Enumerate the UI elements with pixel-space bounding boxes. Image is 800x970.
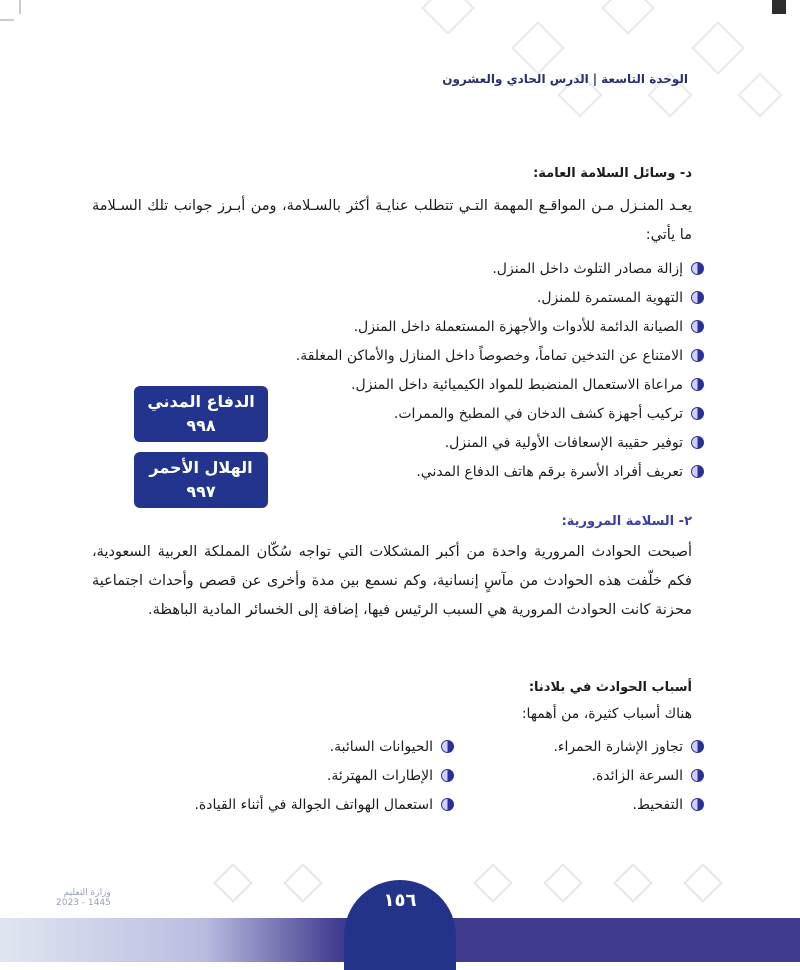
half-filled-circle-icon (691, 407, 704, 420)
phone-box-label: الدفاع المدني (147, 392, 255, 411)
ministry-logo (56, 888, 111, 908)
page-number: ١٥٦ (383, 890, 417, 911)
section-d-title: د- وسائل السلامة العامة: (533, 166, 692, 181)
red-crescent-phone-box (134, 452, 268, 508)
half-filled-circle-icon (691, 349, 704, 362)
corner-mark (772, 0, 786, 14)
list-item: توفير حقيبة الإسعافات الأولية في المنزل. (296, 428, 704, 457)
half-filled-circle-icon (691, 291, 704, 304)
list-item: استعمال الهواتف الجوالة في أثناء القيادة. (194, 790, 454, 819)
half-filled-circle-icon (691, 378, 704, 391)
list-item: التفحيط. (553, 790, 704, 819)
list-item: الإطارات المهترئة. (194, 761, 454, 790)
safety-bullet-list (296, 254, 704, 486)
unit-label: الوحدة التاسعة (601, 72, 688, 86)
page-header (442, 72, 688, 86)
section-d-intro: يعـد المنـزل مـن المواقـع المهمة التـي تتطلب عنايـة أكثر بالسـلامة، ومن أبـرز جوانب تلك السـلامة ما يأتي: (92, 198, 692, 243)
half-filled-circle-icon (691, 740, 704, 753)
list-item: الصيانة الدائمة للأدوات والأجهزة المستعملة داخل المنزل. (296, 312, 704, 341)
phone-box-label: الهلال الأحمر (149, 458, 253, 477)
header-separator: | (592, 72, 598, 86)
header-decoration (0, 0, 800, 140)
list-item: تركيب أجهزة كشف الدخان في المطبخ والممرات. (296, 399, 704, 428)
causes-title: أسباب الحوادث في بلادنا: (528, 680, 692, 695)
half-filled-circle-icon (691, 769, 704, 782)
list-item: الحيوانات السائبة. (194, 732, 454, 761)
list-item: إزالة مصادر التلوث داخل المنزل. (296, 254, 704, 283)
section-2-title: ٢- السلامة المرورية: (561, 514, 692, 529)
causes-right-column (553, 732, 704, 819)
half-filled-circle-icon (441, 740, 454, 753)
causes-intro: هناك أسباب كثيرة، من أهمها: (521, 706, 692, 722)
ministry-name: وزارة التعليم (63, 888, 111, 898)
list-item: الامتناع عن التدخين تماماً، وخصوصاً داخل المنازل والأماكن المغلقة. (296, 341, 704, 370)
list-item: تجاوز الإشارة الحمراء. (553, 732, 704, 761)
half-filled-circle-icon (691, 262, 704, 275)
lesson-label: الدرس الحادي والعشرون (442, 72, 589, 86)
causes-left-column (194, 732, 454, 819)
list-item: مراعاة الاستعمال المنضبط للمواد الكيميائية داخل المنزل. (296, 370, 704, 399)
half-filled-circle-icon (691, 320, 704, 333)
section-2-paragraph: أصبحت الحوادث المرورية واحدة من أكبر المشكلات التي تواجه سُكّان المملكة العربية السعودية، فكم خلّفت هذه الحوادث من مآسٍ إنسانية، وكم نسمع بين مدة وأخرى عن قصص وأحداث اجتماعية محزنة كانت الحوادث المرورية هي السبب الرئيس فيها، إضافة إلى الخسائر المادية الباهظة. (92, 544, 692, 618)
list-item: التهوية المستمرة للمنزل. (296, 283, 704, 312)
phone-box-number: ٩٩٧ (186, 482, 216, 501)
half-filled-circle-icon (691, 465, 704, 478)
list-item: السرعة الزائدة. (553, 761, 704, 790)
half-filled-circle-icon (441, 798, 454, 811)
half-filled-circle-icon (691, 436, 704, 449)
half-filled-circle-icon (441, 769, 454, 782)
list-item: تعريف أفراد الأسرة برقم هاتف الدفاع المدني. (296, 457, 704, 486)
half-filled-circle-icon (691, 798, 704, 811)
edition-year: 2023 - 1445 (56, 898, 111, 908)
phone-box-number: ٩٩٨ (186, 416, 216, 435)
civil-defense-phone-box (134, 386, 268, 442)
